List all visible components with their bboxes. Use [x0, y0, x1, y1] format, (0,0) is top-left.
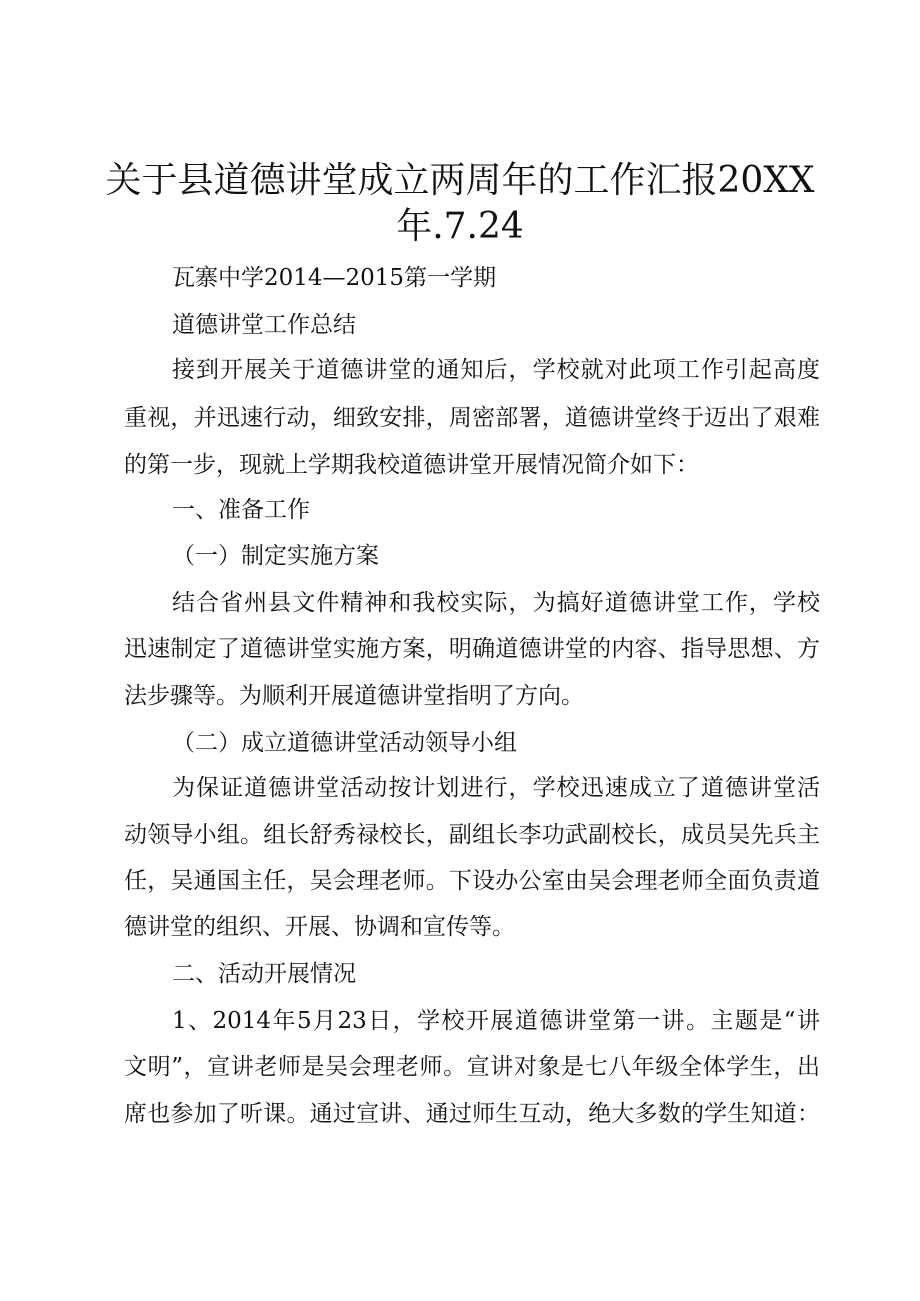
item-1-line-3: 席也参加了听课。通过宣讲、通过师生互动，绝大多数的学生知道： [124, 1101, 820, 1127]
intro-line-1: 接到开展关于道德讲堂的通知后，学校就对此项工作引起高度 [172, 357, 820, 383]
intro-line-3: 的第一步，现就上学期我校道德讲堂开展情况简介如下： [124, 452, 699, 478]
subsection-1-line-1: 结合省州县文件精神和我校实际，为搞好道德讲堂工作，学校 [172, 590, 820, 616]
subsection-2-line-4: 德讲堂的组织、开展、协调和宣传等。 [124, 914, 515, 940]
subsection-1-heading: （一）制定实施方案 [172, 543, 379, 569]
subsection-2-line-1: 为保证道德讲堂活动按计划进行，学校迅速成立了道德讲堂活 [172, 775, 820, 801]
subsection-1-line-2: 迅速制定了道德讲堂实施方案，明确道德讲堂的内容、指导思想、方 [124, 636, 820, 662]
subsection-2-line-3: 任，吴通国主任，吴会理老师。下设办公室由吴会理老师全面负责道 [124, 868, 820, 894]
item-1-line-2: 文明”，宣讲老师是吴会理老师。宣讲对象是七八年级全体学生，出 [124, 1054, 820, 1080]
document-title-line-2: 年.7.24 [396, 206, 524, 247]
intro-line-2: 重视，并迅速行动，细致安排，周密部署，道德讲堂终于迈出了艰难 [124, 405, 820, 431]
subsection-1-line-3: 法步骤等。为顺利开展道德讲堂指明了方向。 [124, 683, 584, 709]
subsection-2-line-2: 动领导小组。组长舒秀禄校长，副组长李功武副校长，成员吴先兵主 [124, 822, 820, 848]
section-2-heading: 二、活动开展情况 [172, 961, 356, 987]
subsection-2-heading: （二）成立道德讲堂活动领导小组 [172, 730, 517, 756]
document-title-line-1: 关于县道德讲堂成立两周年的工作汇报20XX [105, 160, 815, 201]
item-1-line-1: 1、2014年5月23日，学校开展道德讲堂第一讲。主题是“讲 [172, 1008, 820, 1034]
summary-subtitle: 道德讲堂工作总结 [172, 312, 356, 338]
school-term-subtitle: 瓦寨中学2014—2015第一学期 [172, 265, 497, 291]
section-1-heading: 一、准备工作 [172, 497, 310, 523]
